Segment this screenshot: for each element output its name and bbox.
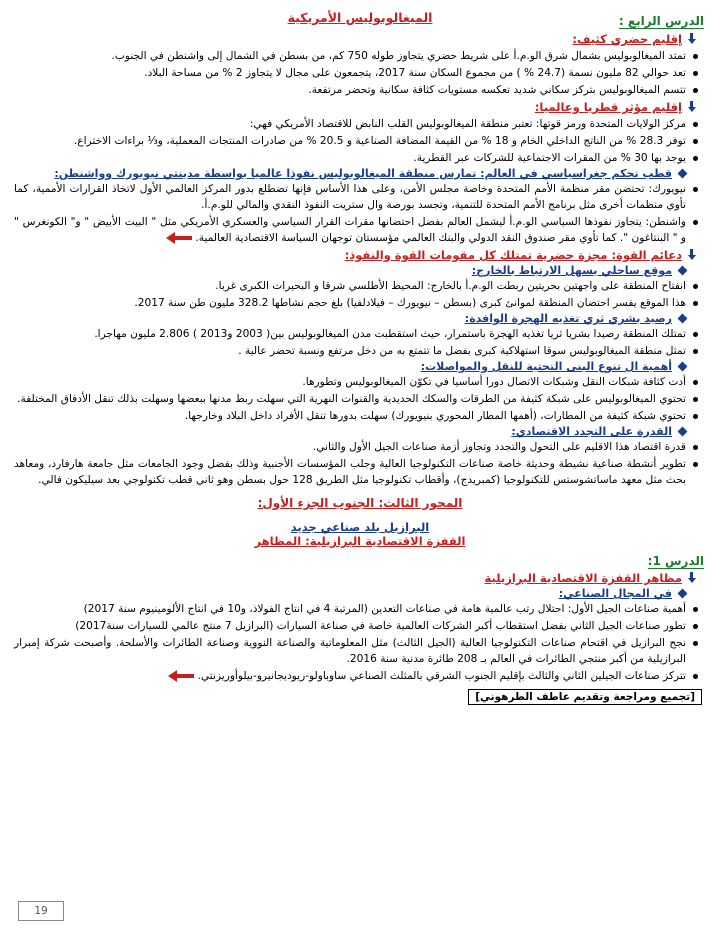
- section-title: دعائم القوة: مجزة حضرية تمتلك كل مقومات القوة والنفوذ:: [344, 248, 682, 262]
- section-heading: [8, 32, 696, 46]
- subsection-title: قطب تحكم جغراسياسي في العالم: تمارس منطقة الميغالوبوليس نفوذا عالميا بواسطة مدينتي نيويورك وواشنطن:: [54, 167, 672, 180]
- list-item: نيويورك: تحتضن مقر منظمة الأمم المتحدة وخاصة مجلس الأمن، وعلى هذا الأساس فإنها تضطلع بدور المركز العالمي الأول لاتخاذ القرارات الأممية، كما تأوي منظمات أخرى مثل برنامج الأمم المتحدة للتنمية، وتجسد بورصة وال ستريت النفوذ النقدي والمالي للو.م.أ.: [14, 181, 700, 213]
- list-item: قدرة اقتصاد هذا الاقليم على التحول والتجدد وتجاوز أزمة صناعات الجيل الأول والثاني.: [14, 439, 700, 455]
- red-arrow-icon: [168, 670, 194, 682]
- subsection-heading: [8, 264, 686, 277]
- list-item: تحتوي شبكة كثيفة من المطارات، (أهمها المطار المحوري بنيويورك) سهلت بدورها تنقل الأفراد داخل البلاد وخارجها.: [14, 408, 700, 424]
- diamond-bullet-icon: [678, 427, 688, 437]
- bullet-list: [8, 48, 712, 98]
- subsection-title: القدرة على التجدد الاقتصادي:: [511, 425, 672, 438]
- credit-box: [تجميع ومراجعة وتقديم عاطف الطرهوني]: [468, 689, 702, 705]
- bullet-list: [8, 181, 712, 246]
- section-title: مظاهر القفزة الاقتصادية البرازيلية: [484, 571, 682, 585]
- diamond-bullet-icon: [678, 169, 688, 179]
- list-item: تطور صناعات الجيل الثاني بفضل استقطاب أكبر الشركات العالمية خاصة في صناعة السيارات (البرازيل 7 منتج عالمي للسيارات سنة2017): [14, 618, 700, 634]
- list-item: نجح البرازيل في اقتحام صناعات التكنولوجيا العالية (الجيل الثالث) مثل المعلوماتية والصناعة النووية وصناعة الطائرات والأسلحة. وأصبحت شركة إمبرار البرازيلية من أكبر منتجي الطائرات في العالم بـ 208 طائرة مدنية سنة 2016.: [14, 635, 700, 667]
- list-item: تتسم الميغالوبوليس بتركز سكاني شديد تعكسه مستويات كثافة سكانية وتحضر مرتفعة.: [14, 82, 700, 98]
- subsection-title: موقع ساحلي يسهل الارتباط بالخارج:: [471, 264, 672, 277]
- list-item-text: تتركز صناعات الجيلين الثاني والثالث بإقليم الجنوب الشرقي بالمثلث الصناعي ساوباولو-ريوديجانيرو-بيلوأوريزنتي.: [197, 670, 686, 682]
- lesson1-label: الدرس 1:: [647, 554, 704, 568]
- bullet-list: [8, 601, 712, 684]
- list-item: توفر 28.3 % من الناتج الداخلي الخام و 18 % من القيمة المضافة الصناعية و 20.5 % من صادرات المنتجات المعملية، و⅓ براءات الاختراع.: [14, 133, 700, 149]
- page-title: الميغالوبوليس الأمريكية: [287, 10, 433, 25]
- section-heading: [8, 100, 696, 114]
- lesson-header: [8, 4, 712, 30]
- bullet-list: [8, 116, 712, 166]
- subsection-heading: [8, 360, 686, 373]
- list-item: مركز الولايات المتحدة ورمز قوتها: تعتبر منطقة الميغالوبوليس القلب النابض للاقتصاد الأمريكي فهي:: [14, 116, 700, 132]
- diamond-bullet-icon: [678, 314, 688, 324]
- section-title: إقليم مؤثر قطريا وعالميا:: [534, 100, 682, 114]
- list-item: تحتوي الميغالوبوليس على شبكة كثيفة من الطرقات والسكك الحديدية والقنوات النهرية التي سهلت ربط مدنها ببعضها وسهلت بذلك تنقل الأدفاق المختلفة.: [14, 391, 700, 407]
- bullet-list: [8, 439, 712, 488]
- list-item: تعد حوالي 82 مليون نسمة (24.7 % ) من مجموع السكان سنة 2017، يتجمعون على مجال لا يتجاوز 2 % من مساحة البلاد.: [14, 65, 700, 81]
- list-item: انفتاح المنطقة على واجهتين بحريتين ربطت الو.م.أ بالخارج: المحيط الأطلسي شرقا و البحيرات الكبرى غربا.: [14, 278, 700, 294]
- list-item: أهمية صناعات الجيل الأول: احتلال رتب عالمية هامة في صناعات التعدين (المرتبة 4 في انتاج الفولاذ، و10 في انتاج الألومينيوم سنة 2017): [14, 601, 700, 617]
- subsection-title: في المجال الصناعي:: [558, 587, 672, 600]
- bullet-list: [8, 278, 712, 311]
- credit-text: تجميع ومراجعة وتقديم عاطف الطرهوني: [480, 691, 691, 703]
- diamond-bullet-icon: [678, 589, 688, 599]
- arrow-down-icon: [686, 101, 696, 113]
- list-item: [14, 214, 700, 246]
- section-title: إقليم حضري كثيف:: [572, 32, 682, 46]
- lesson-label: الدرس الرابع :: [618, 14, 704, 28]
- diamond-bullet-icon: [678, 362, 688, 372]
- subsection-heading: [8, 167, 686, 180]
- subsection-heading: [8, 425, 686, 438]
- subsection-heading: [8, 312, 686, 325]
- list-item: تطوير أنشطة صناعية نشيطة وحديثة خاصة صناعات التكنولوجيا العالية وجلب المؤسسات الأجنبية وذلك بفضل وجود الجامعات مثل جامعة هارفارد، ومعاهد بحث مثل معهد ماساتشوستس للتكنولوجيا (كمبريدج)، وأقطاب تكنولوجيا مثل الطريق 128 حول بسطن وهو ثاني قطب تكنولوجي بعد سيليكون فالي.: [14, 456, 700, 488]
- bullet-list: [8, 326, 712, 359]
- list-item: يوجد بها 30 % من المقرات الاجتماعية للشركات عبر القطرية.: [14, 150, 700, 166]
- bullet-list: [8, 374, 712, 424]
- list-item: أدت كثافة شبكات النقل وشبكات الاتصال دورا أساسيا في تكوّن الميغالوبوليس وتطورها.: [14, 374, 700, 390]
- red-arrow-icon: [166, 232, 192, 244]
- subsection-heading: [8, 587, 686, 600]
- arrow-down-icon: [686, 33, 696, 45]
- subsection-title: رصيد بشري ثري تغذيه الهجرة الوافدة:: [464, 312, 672, 325]
- list-item: هذا الموقع يفسر احتضان المنطقة لموانئ كبرى (بسطن – نيويورك – فيلادلفيا) بلغ حجم نشاطها 328.2 مليون طن سنة 2017.: [14, 295, 700, 311]
- page-number: 19: [18, 901, 64, 921]
- axis-subtitle-2: القفزة الاقتصادية البرازيلية: المظاهر: [254, 534, 466, 548]
- list-item: [14, 668, 700, 684]
- arrow-down-icon: [686, 572, 696, 584]
- list-item: تمتد الميغالوبوليس بشمال شرق الو.م.أ على شريط حضري يتجاوز طوله 750 كم، من بسطن في الشمال إلى واشنطن في الجنوب.: [14, 48, 700, 64]
- list-item-text: واشنطن: يتجاوز نفوذها السياسي الو.م.أ ليشمل العالم بفضل احتضانها مقرات القرار السياسي والعسكري الأمريكي مثل " البيت الأبيض " و" الكونغرس " و " البنتاغون ". كما تأوي مقر صندوق النقد الدولي والبنك العالمي مؤسستان توجهان السياسة الاقتصادية العالمية.: [14, 216, 686, 244]
- list-item: تمثل منطقة الميغالوبوليس سوقا استهلاكية كبرى بفضل ما تتمتع به من دخل مرتفع ونسبة تحضر عالية .: [14, 343, 700, 359]
- diamond-bullet-icon: [678, 266, 688, 276]
- section-heading: [8, 248, 696, 262]
- section-heading: [8, 571, 696, 585]
- subsection-title: أهمية ال تنوع البنى التحتية للنقل والمواصلات:: [420, 360, 672, 373]
- axis-subtitle: البرازيل بلد صناعي جديد: [290, 520, 430, 534]
- arrow-down-icon: [686, 249, 696, 261]
- list-item: تمتلك المنطقة رصيدا بشريا ثريا تغذيه الهجرة باستمرار، حيث استقطبت مدن الميغالوبوليس بين( 2003 و2013 ) 2.806 مليون مهاجرا.: [14, 326, 700, 342]
- axis-title: المحور الثالث: الجنوب الجزء الأول:: [257, 496, 463, 510]
